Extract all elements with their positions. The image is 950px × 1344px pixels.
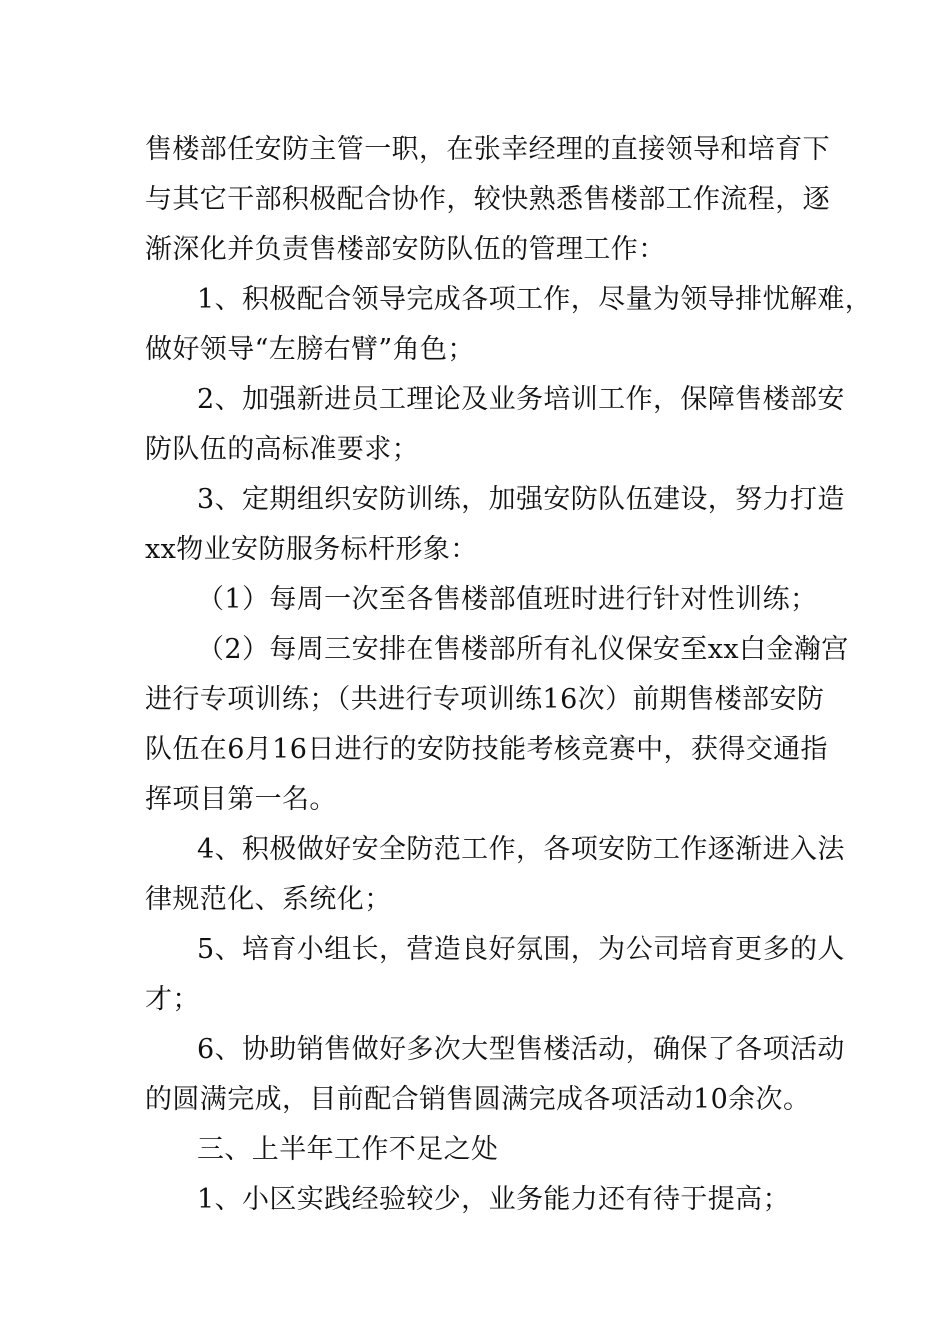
text-line: （1）每周一次至各售楼部值班时进行针对性训练； xyxy=(197,584,818,615)
text-line: 5、培育小组长，营造良好氛围，为公司培育更多的人 xyxy=(197,934,845,965)
text-line: 1、小区实践经验较少，业务能力还有待于提高； xyxy=(197,1184,790,1215)
text-line: 1、积极配合领导完成各项工作，尽量为领导排忧解难， xyxy=(197,284,873,315)
text-line: 6、协助销售做好多次大型售楼活动，确保了各项活动 xyxy=(197,1034,845,1065)
text-line: 的圆满完成，目前配合销售圆满完成各项活动10余次。 xyxy=(145,1084,811,1115)
text-line: 防队伍的高标准要求； xyxy=(145,434,419,465)
text-line: 才； xyxy=(145,984,200,1015)
text-line: 2、加强新进员工理论及业务培训工作，保障售楼部安 xyxy=(197,384,845,415)
text-line: 渐深化并负责售楼部安防队伍的管理工作： xyxy=(145,234,666,265)
text-line: （2）每周三安排在售楼部所有礼仪保安至xx白金瀚宫 xyxy=(197,634,849,665)
text-line: 进行专项训练；（共进行专项训练16次）前期售楼部安防 xyxy=(145,684,825,715)
text-line: 与其它干部积极配合协作，较快熟悉售楼部工作流程，逐 xyxy=(145,184,830,215)
text-line: 律规范化、系统化； xyxy=(145,884,392,915)
text-line: 三、上半年工作不足之处 xyxy=(197,1134,499,1165)
text-line: xx物业安防服务标杆形象： xyxy=(145,534,478,565)
text-line: 队伍在6月16日进行的安防技能考核竞赛中，获得交通指 xyxy=(145,734,828,765)
text-line: 做好领导“左膀右臂”角色； xyxy=(145,334,475,365)
text-line: 3、定期组织安防训练，加强安防队伍建设，努力打造 xyxy=(197,484,845,515)
text-line: 挥项目第一名。 xyxy=(145,784,337,815)
text-line: 4、积极做好安全防范工作，各项安防工作逐渐进入法 xyxy=(197,834,845,865)
text-line: 售楼部任安防主管一职，在张幸经理的直接领导和培育下 xyxy=(145,134,830,165)
